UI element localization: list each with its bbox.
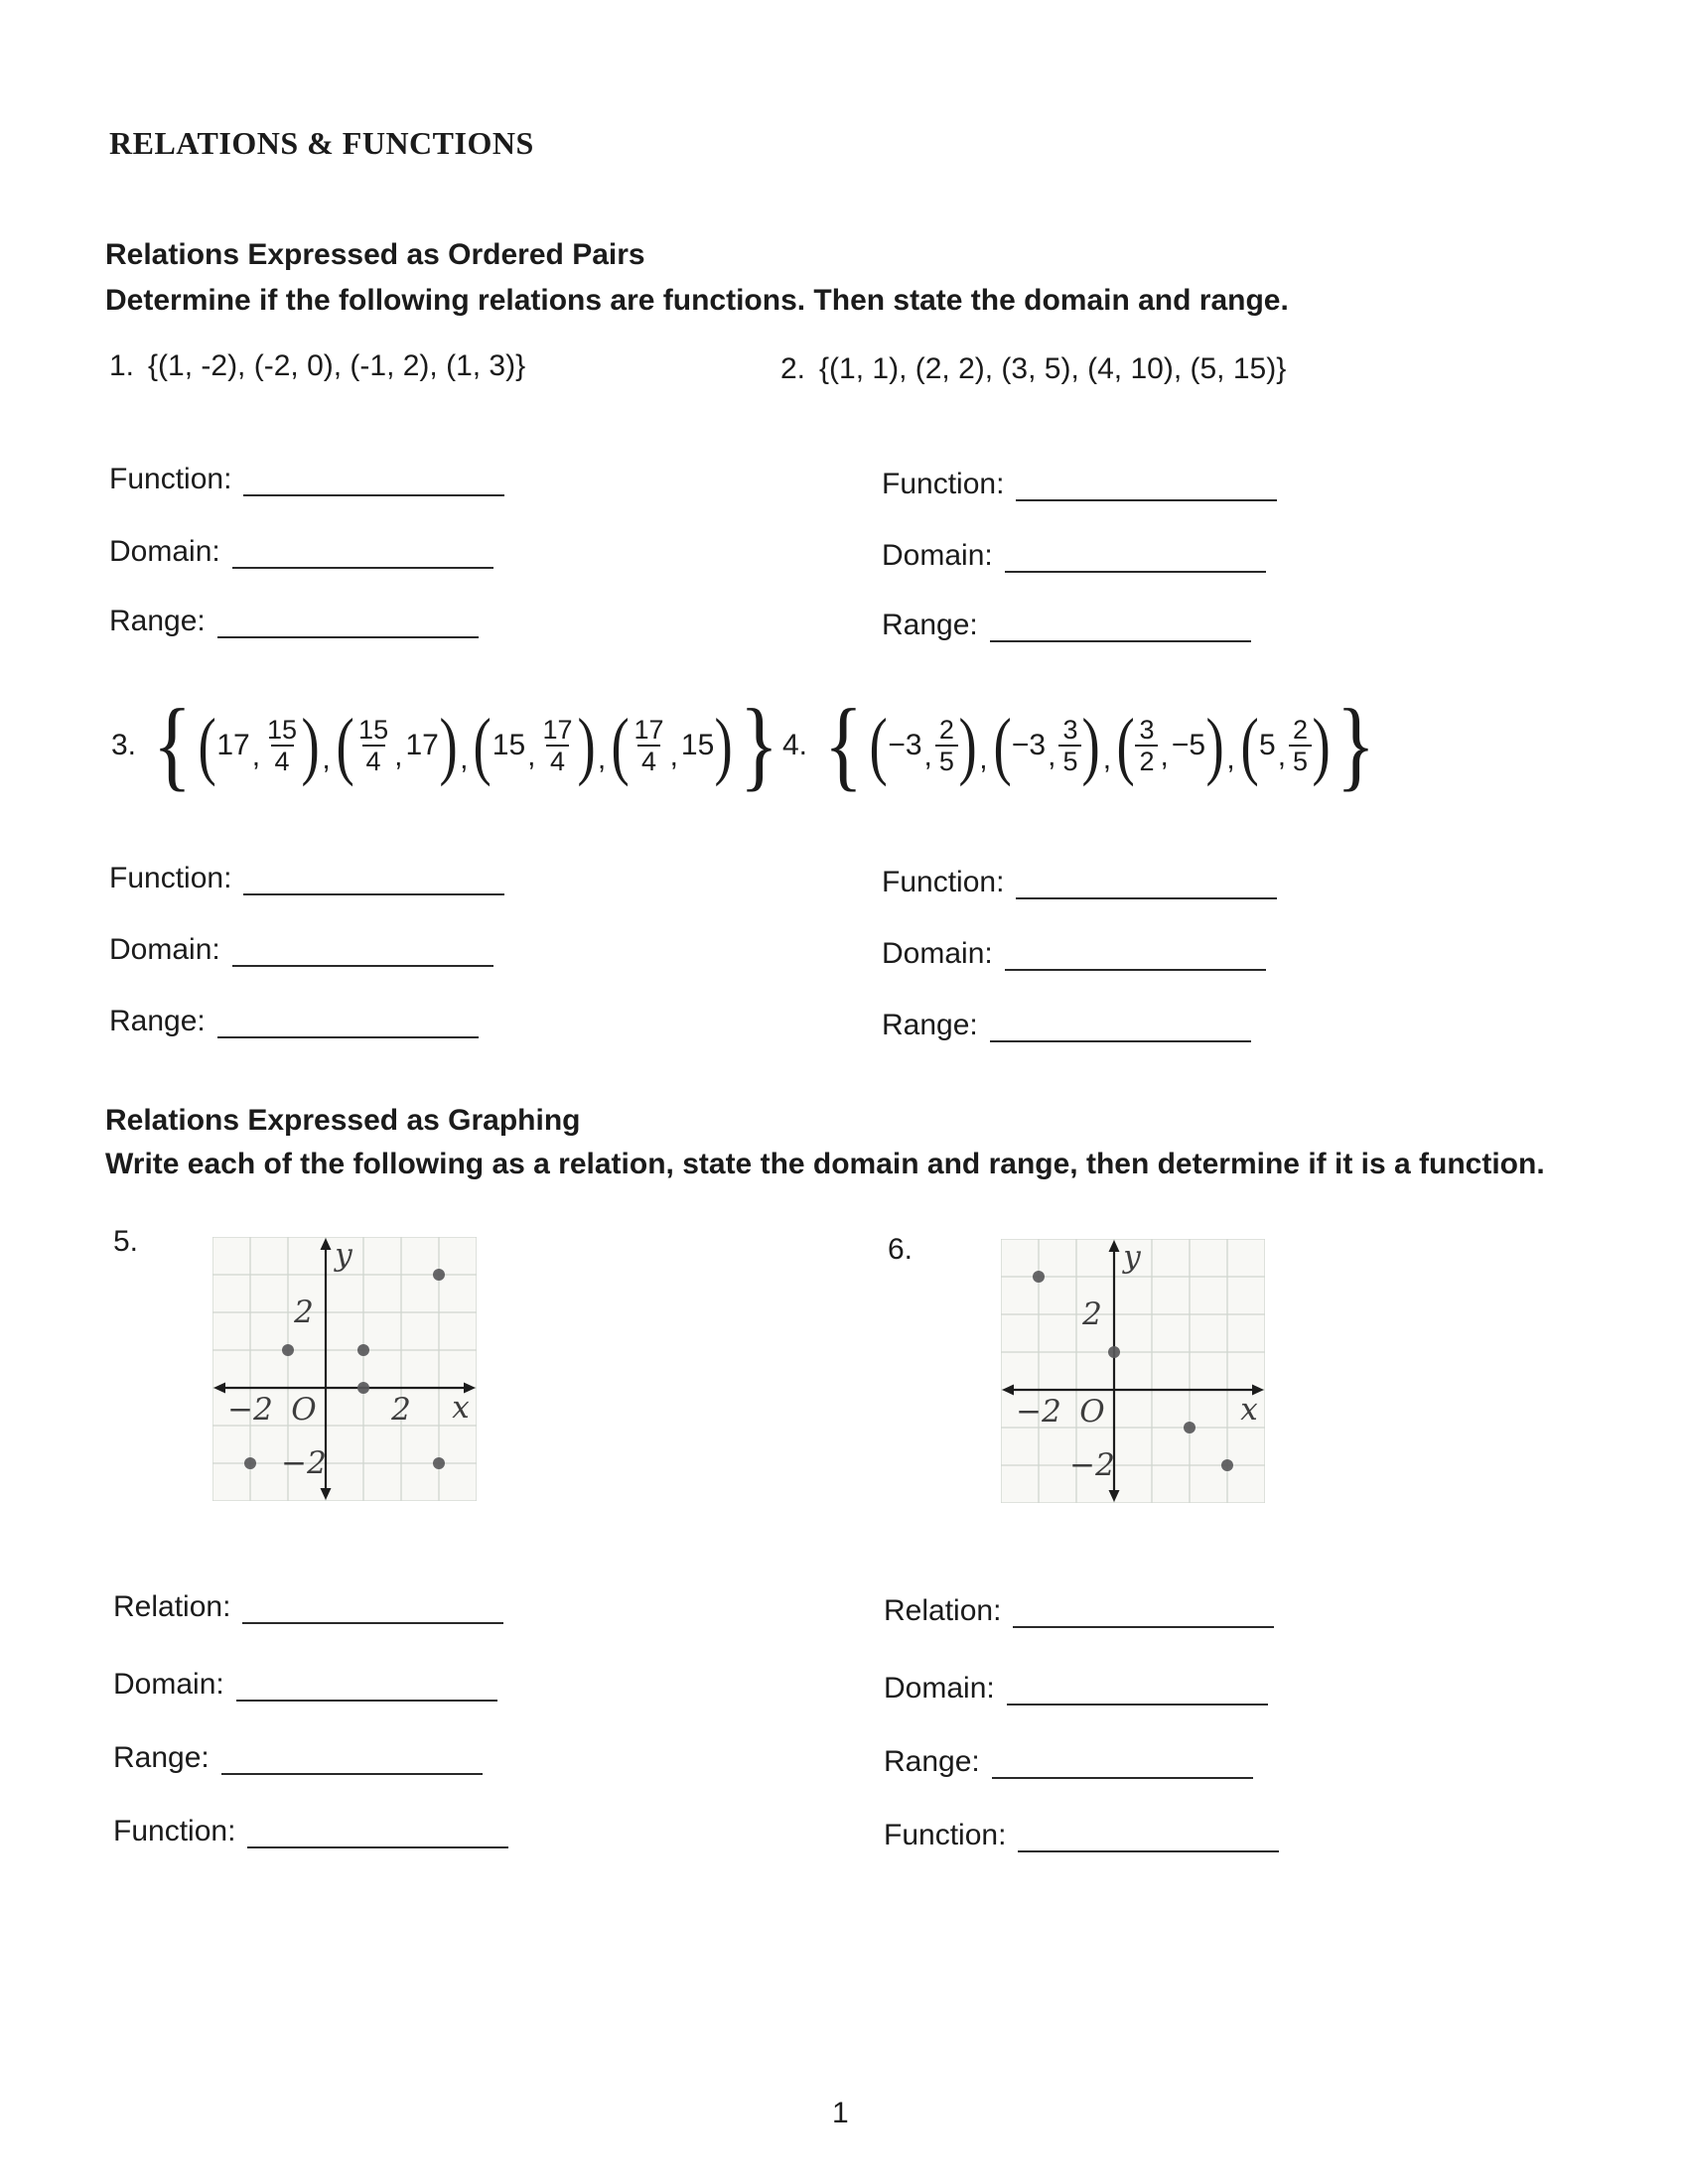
denominator: 4 [362, 745, 385, 776]
range-label: Range: [882, 1009, 978, 1041]
left-paren: ( [336, 704, 354, 787]
data-point [244, 1457, 256, 1469]
left-brace: { [152, 689, 193, 801]
fraction [1135, 715, 1158, 776]
fraction [631, 715, 668, 776]
relation-label: Relation: [884, 1594, 1002, 1627]
answer-blank [221, 1739, 483, 1775]
function-label: Function: [884, 1819, 1007, 1851]
problem-3-relation-set [148, 689, 783, 801]
problem-3 [111, 689, 783, 801]
problem-3-number: 3. [111, 729, 137, 761]
answer-row-range-1 [109, 603, 479, 638]
data-point [1033, 1271, 1045, 1283]
answer-blank [247, 1813, 508, 1848]
right-paren: ) [1205, 704, 1224, 787]
answer-row-domain-4 [882, 935, 1266, 971]
function-label: Function: [113, 1815, 236, 1847]
x-axis-label: x [1240, 1392, 1258, 1428]
number: 15 [492, 729, 526, 761]
problem-1-number: 1. [109, 349, 135, 382]
numerator: 15 [267, 714, 298, 745]
pair-separator-comma: , [597, 743, 607, 775]
numerator: 3 [1062, 714, 1078, 745]
right-paren: ) [1312, 704, 1331, 787]
left-paren: ( [869, 704, 888, 787]
domain-label: Domain: [884, 1672, 995, 1705]
number: 17 [216, 729, 250, 761]
answer-row-range-6 [884, 1743, 1253, 1779]
answer-row-function-5 [113, 1813, 508, 1848]
answer-blank [242, 1588, 503, 1624]
left-paren: ( [198, 704, 216, 787]
graph-problem-6 [1001, 1239, 1265, 1503]
denominator: 4 [637, 745, 660, 776]
denominator: 5 [935, 745, 958, 776]
answer-blank [217, 1003, 479, 1038]
number: 15 [680, 729, 715, 761]
ordered-pair [868, 704, 978, 787]
function-label: Function: [882, 468, 1005, 500]
right-paren: ) [439, 704, 458, 787]
problem-4-number: 4. [782, 729, 808, 761]
coordinate-grid [1001, 1239, 1265, 1503]
answer-row-domain-5 [113, 1666, 497, 1702]
answer-blank [217, 603, 479, 638]
pair-separator-comma: , [979, 743, 988, 775]
ordered-pair [197, 704, 321, 787]
fraction [539, 715, 577, 776]
ordered-pair [610, 704, 734, 787]
answer-row-function-1 [109, 461, 504, 496]
right-brace: } [739, 689, 778, 801]
domain-label: Domain: [109, 933, 220, 966]
relation-label: Relation: [113, 1590, 231, 1623]
pair-separator-comma: , [1102, 743, 1112, 775]
function-label: Function: [109, 862, 232, 894]
pair-comma: , [251, 740, 261, 772]
worksheet-title: RELATIONS & FUNCTIONS [109, 125, 534, 161]
denominator: 4 [271, 745, 294, 776]
number: −5 [1171, 729, 1206, 761]
range-label: Range: [109, 1005, 206, 1037]
answer-blank [232, 533, 493, 569]
right-paren: ) [958, 704, 977, 787]
origin-label: O [1079, 1394, 1105, 1430]
left-paren: ( [611, 704, 630, 787]
answer-blank [1018, 1817, 1279, 1852]
number: −3 [1011, 729, 1047, 761]
denominator: 2 [1135, 745, 1158, 776]
y-tick-label: −2 [281, 1445, 327, 1481]
section-graphing-instructions: Write each of the following as a relation, state the domain and range, then determine if it is a function. [105, 1148, 1545, 1180]
coordinate-grid [212, 1237, 477, 1501]
answer-row-range-4 [882, 1007, 1251, 1042]
answer-blank [243, 860, 504, 895]
right-paren: ) [301, 704, 320, 787]
answer-row-domain-6 [884, 1670, 1268, 1706]
pair-comma: , [527, 740, 536, 772]
fraction [354, 715, 392, 776]
data-point [433, 1457, 445, 1469]
answer-row-range-5 [113, 1739, 483, 1775]
left-paren: ( [474, 704, 492, 787]
answer-row-function-4 [882, 864, 1277, 899]
page-number: 1 [832, 2097, 849, 2129]
answer-blank [243, 461, 504, 496]
numerator: 17 [542, 714, 573, 745]
data-point [357, 1382, 369, 1394]
denominator: 5 [1289, 745, 1312, 776]
section-ordered-pairs-instructions: Determine if the following relations are functions. Then state the domain and range. [105, 284, 1289, 317]
answer-row-domain-1 [109, 533, 493, 569]
range-label: Range: [113, 1741, 210, 1774]
answer-blank [1016, 466, 1277, 501]
pair-separator-comma: , [322, 743, 331, 775]
problem-6-number: 6. [888, 1233, 914, 1266]
answer-blank [990, 1007, 1251, 1042]
answer-blank [1016, 864, 1277, 899]
fraction [1289, 715, 1312, 776]
number: 5 [1259, 729, 1276, 761]
y-tick-label: 2 [1082, 1297, 1102, 1332]
left-paren: ( [993, 704, 1012, 787]
problem-5-number: 5. [113, 1225, 139, 1258]
data-point [1221, 1459, 1233, 1471]
function-label: Function: [882, 866, 1005, 898]
right-brace: } [1336, 689, 1376, 801]
x-tick-label: −2 [1016, 1394, 1061, 1430]
pair-comma: , [1277, 740, 1287, 772]
ordered-pair [472, 704, 596, 787]
left-paren: ( [1240, 704, 1259, 787]
domain-label: Domain: [882, 539, 993, 572]
y-axis-label: y [1123, 1239, 1141, 1275]
origin-label: O [291, 1392, 317, 1428]
problem-4 [782, 689, 1380, 801]
data-point [433, 1269, 445, 1281]
right-paren: ) [577, 704, 596, 787]
data-point [1184, 1422, 1196, 1433]
pair-separator-comma: , [1226, 743, 1235, 775]
problem-2-number: 2. [780, 352, 806, 385]
graph-problem-5 [212, 1237, 477, 1501]
numerator: 2 [938, 714, 954, 745]
domain-label: Domain: [109, 535, 220, 568]
y-axis-label: y [335, 1237, 352, 1273]
answer-row-function-2 [882, 466, 1277, 501]
answer-blank [1005, 935, 1266, 971]
y-tick-label: −2 [1069, 1447, 1115, 1483]
domain-label: Domain: [882, 937, 993, 970]
x-tick-label: −2 [227, 1392, 273, 1428]
pair-comma: , [1048, 740, 1056, 772]
answer-row-range-3 [109, 1003, 479, 1038]
pair-comma: , [669, 740, 678, 772]
ordered-pair [1239, 704, 1333, 787]
ordered-pair [335, 704, 459, 787]
answer-row-relation-6 [884, 1592, 1274, 1628]
ordered-pair [1115, 704, 1225, 787]
range-label: Range: [884, 1745, 980, 1778]
answer-blank [1007, 1670, 1268, 1706]
problem-4-relation-set [819, 689, 1380, 801]
problem-1 [109, 349, 525, 383]
section-ordered-pairs-heading: Relations Expressed as Ordered Pairs [105, 238, 645, 271]
answer-blank [1013, 1592, 1274, 1628]
answer-row-function-3 [109, 860, 504, 895]
pair-comma: , [923, 740, 932, 772]
denominator: 4 [546, 745, 569, 776]
problem-1-relation: {(1, -2), (-2, 0), (-1, 2), (1, 3)} [148, 349, 526, 382]
answer-blank [232, 931, 493, 967]
fraction [1058, 715, 1081, 776]
domain-label: Domain: [113, 1668, 224, 1701]
answer-blank [1005, 537, 1266, 573]
number: 17 [405, 729, 439, 761]
section-graphing-heading: Relations Expressed as Graphing [105, 1104, 581, 1137]
answer-row-relation-5 [113, 1588, 503, 1624]
x-axis-label: x [452, 1390, 470, 1426]
function-label: Function: [109, 463, 232, 495]
x-tick-label: 2 [391, 1392, 411, 1428]
data-point [1108, 1346, 1120, 1358]
problem-2-relation: {(1, 1), (2, 2), (3, 5), (4, 10), (5, 15)} [819, 352, 1287, 385]
left-brace: { [823, 689, 864, 801]
left-paren: ( [1116, 704, 1135, 787]
answer-row-range-2 [882, 607, 1251, 642]
answer-row-domain-3 [109, 931, 493, 967]
data-point [282, 1344, 294, 1356]
pair-comma: , [394, 740, 403, 772]
pair-comma: , [1160, 740, 1169, 772]
numerator: 15 [358, 714, 389, 745]
right-paren: ) [714, 704, 734, 787]
range-label: Range: [109, 605, 206, 637]
problem-2 [780, 352, 1286, 386]
answer-blank [992, 1743, 1253, 1779]
number: −3 [888, 729, 922, 761]
pair-separator-comma: , [460, 743, 469, 775]
data-point [357, 1344, 369, 1356]
numerator: 3 [1139, 714, 1155, 745]
y-tick-label: 2 [294, 1295, 314, 1330]
numerator: 2 [1293, 714, 1309, 745]
answer-blank [236, 1666, 497, 1702]
numerator: 17 [633, 714, 664, 745]
fraction [935, 715, 958, 776]
range-label: Range: [882, 609, 978, 641]
right-paren: ) [1082, 704, 1101, 787]
answer-blank [990, 607, 1251, 642]
ordered-pair [992, 704, 1102, 787]
fraction [263, 715, 301, 776]
answer-row-domain-2 [882, 537, 1266, 573]
denominator: 5 [1058, 745, 1081, 776]
answer-row-function-6 [884, 1817, 1279, 1852]
